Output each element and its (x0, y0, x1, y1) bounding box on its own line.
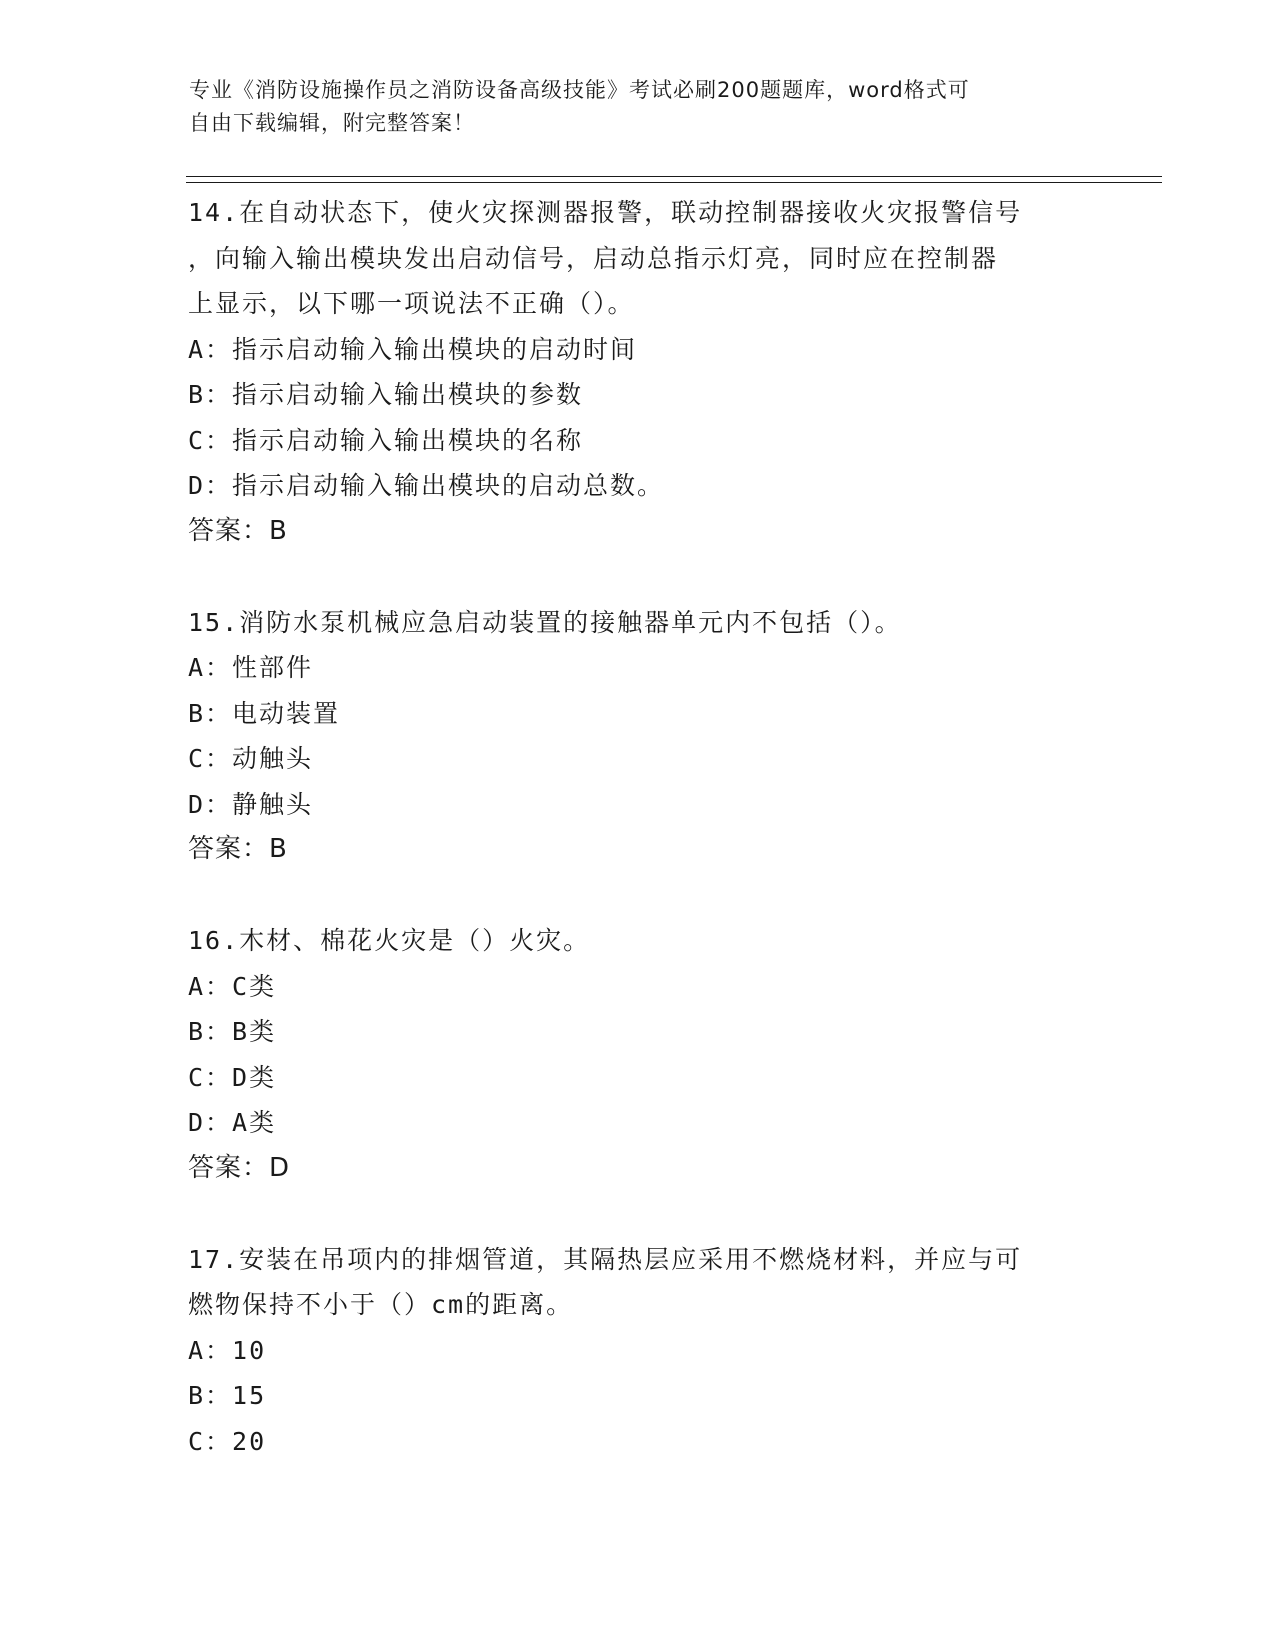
option-a: A：10 (188, 1335, 267, 1365)
header-divider-top (186, 176, 1162, 177)
question-16 (188, 918, 1088, 1191)
option-d: D：静触头 (188, 789, 314, 819)
option-b: B：15 (188, 1381, 267, 1410)
header-line-1: 专业《消防设施操作员之消防设备高级技能》考试必刷200题题库，word格式可 (189, 78, 970, 102)
question-text: 上显示，以下哪一项说法不正确（）。 (188, 289, 635, 318)
spacer (188, 1191, 1088, 1237)
question-text: 17.安装在吊项内的排烟管道，其隔热层应采用不燃烧材料，并应与可 (188, 1244, 1023, 1274)
option-c: C：动触头 (188, 744, 314, 773)
question-15 (188, 600, 1088, 873)
question-text: 16.木材、棉花火灾是（）火灾。 (188, 926, 591, 955)
option-b: B：电动装置 (188, 698, 341, 728)
option-a: A：指示启动输入输出模块的启动时间 (188, 334, 638, 364)
question-text: 14.在自动状态下，使火灾探测器报警，联动控制器接收火灾报警信号 (188, 198, 1023, 227)
answer: 答案：B (188, 515, 288, 546)
document-header (189, 74, 1089, 140)
spacer (188, 554, 1088, 600)
option-d: D：A类 (188, 1108, 277, 1137)
option-c: C：D类 (188, 1062, 277, 1092)
option-d: D：指示启动输入输出模块的启动总数。 (188, 471, 665, 500)
question-text: 燃物保持不小于（）cm的距离。 (188, 1290, 574, 1319)
option-c: C：20 (188, 1426, 267, 1456)
option-a: A：C类 (188, 971, 277, 1001)
answer: 答案：B (188, 834, 288, 864)
answer: 答案：D (188, 1152, 291, 1183)
question-text: 15.消防水泵机械应急启动装置的接触器单元内不包括（）。 (188, 607, 902, 637)
option-b: B：指示启动输入输出模块的参数 (188, 380, 584, 409)
option-b: B：B类 (188, 1017, 277, 1046)
question-list (188, 190, 1088, 1464)
header-line-2: 自由下载编辑，附完整答案！ (189, 111, 475, 135)
option-a: A：性部件 (188, 653, 314, 682)
option-c: C：指示启动输入输出模块的名称 (188, 425, 584, 455)
question-14 (188, 190, 1088, 554)
question-17 (188, 1237, 1088, 1465)
header-divider-bottom (186, 182, 1162, 183)
spacer (188, 873, 1088, 919)
question-text: ，向输入输出模块发出启动信号，启动总指示灯亮，同时应在控制器 (188, 243, 999, 273)
